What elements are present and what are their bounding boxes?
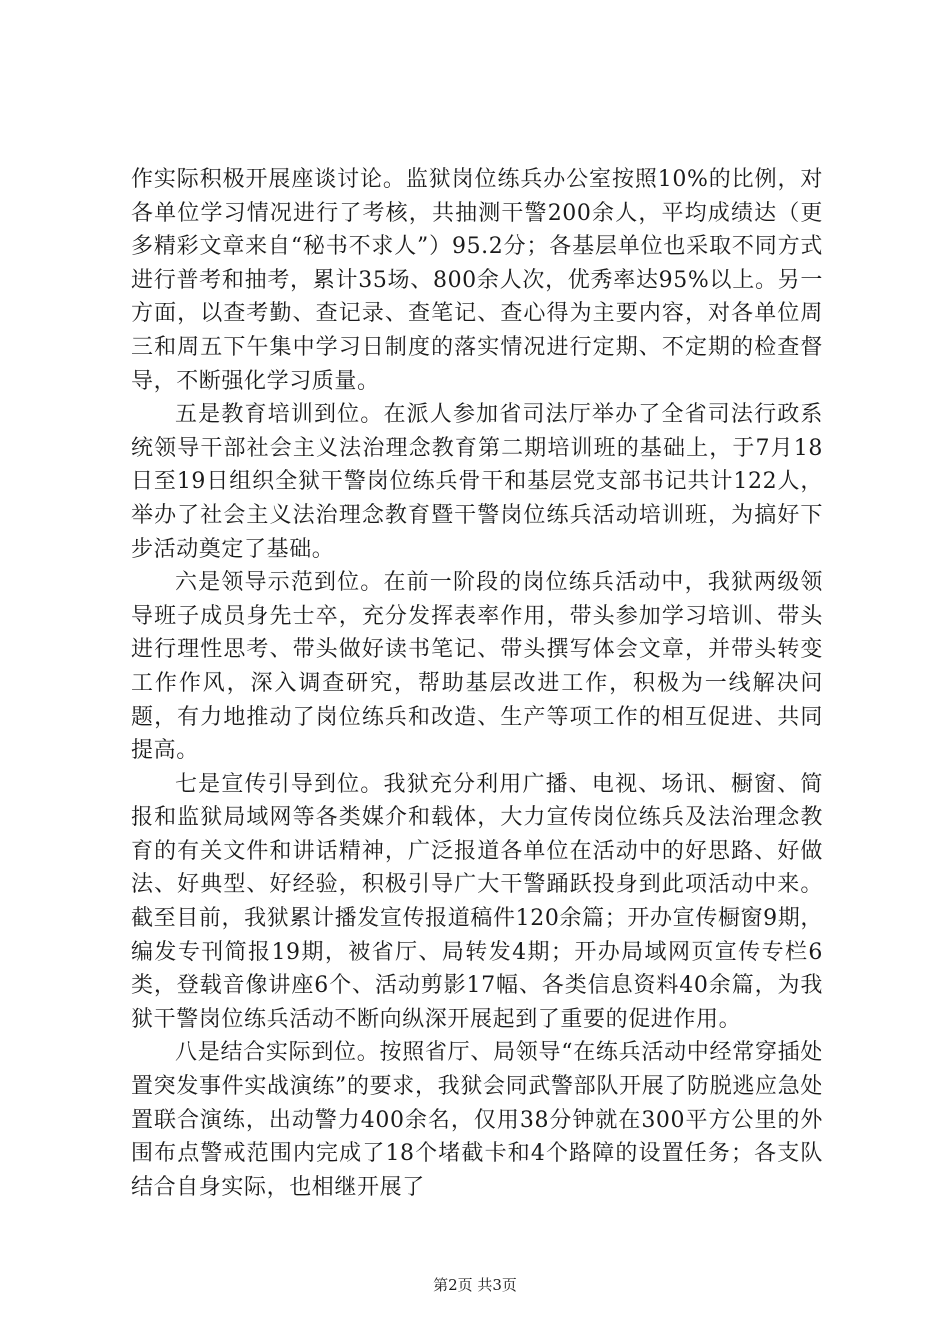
paragraph-practical-integration: 八是结合实际到位。按照省厅、局领导“在练兵活动中经常穿插处置突发事件实战演练”的要求，我狱会同武警部队开展了防脱逃应急处置联合演练，出动警力400余名，仅用38分钟就在300平方公里的外围布点警戒范围内完成了18个堵截卡和4个路障的设置任务；各支队结合自身实际，也相继开展了: [131, 1040, 823, 1200]
page-number-footer: 第2页 共3页: [433, 1276, 517, 1294]
paragraph-education-training: 五是教育培训到位。在派人参加省司法厅举办了全省司法行政系统领导干部社会主义法治理念教育第二期培训班的基础上，于7月18日至19日组织全狱干警岗位练兵骨干和基层党支部书记共计122人，举办了社会主义法治理念教育暨干警岗位练兵活动培训班，为搞好下步活动奠定了基础。: [131, 402, 823, 562]
paragraph-continuation: 作实际积极开展座谈讨论。监狱岗位练兵办公室按照10%的比例，对各单位学习情况进行了考核，共抽测干警200余人，平均成绩达（更多精彩文章来自“秘书不求人”）95.2分；各基层单位也采取不同方式进行普考和抽考，累计35场、800余人次，优秀率达95%以上。另一方面，以查考勤、查记录、查笔记、查心得为主要内容，对各单位周三和周五下午集中学习日制度的落实情况进行定期、不定期的检查督导，不断强化学习质量。: [131, 167, 823, 394]
paragraph-publicity-guidance: 七是宣传引导到位。我狱充分利用广播、电视、场讯、橱窗、简报和监狱局域网等各类媒介和载体，大力宣传岗位练兵及法治理念教育的有关文件和讲话精神，广泛报道各单位在活动中的好思路、好做法、好典型、好经验，积极引导广大干警踊跃投身到此项活动中来。截至目前，我狱累计播发宣传报道稿件120余篇；开办宣传橱窗9期，编发专刊简报19期，被省厅、局转发4期；开办局域网页宣传专栏6类，登载音像讲座6个、活动剪影17幅、各类信息资料40余篇，为我狱干警岗位练兵活动不断向纵深开展起到了重要的促进作用。: [131, 771, 823, 1032]
document-body: [131, 163, 823, 1204]
paragraph-leadership-example: 六是领导示范到位。在前一阶段的岗位练兵活动中，我狱两级领导班子成员身先士卒，充分发挥表率作用，带头参加学习培训、带头进行理性思考、带头做好读书笔记、带头撰写体会文章，并带头转变工作作风，深入调查研究，帮助基层改进工作，积极为一线解决问题，有力地推动了岗位练兵和改造、生产等项工作的相互促进、共同提高。: [131, 570, 823, 764]
